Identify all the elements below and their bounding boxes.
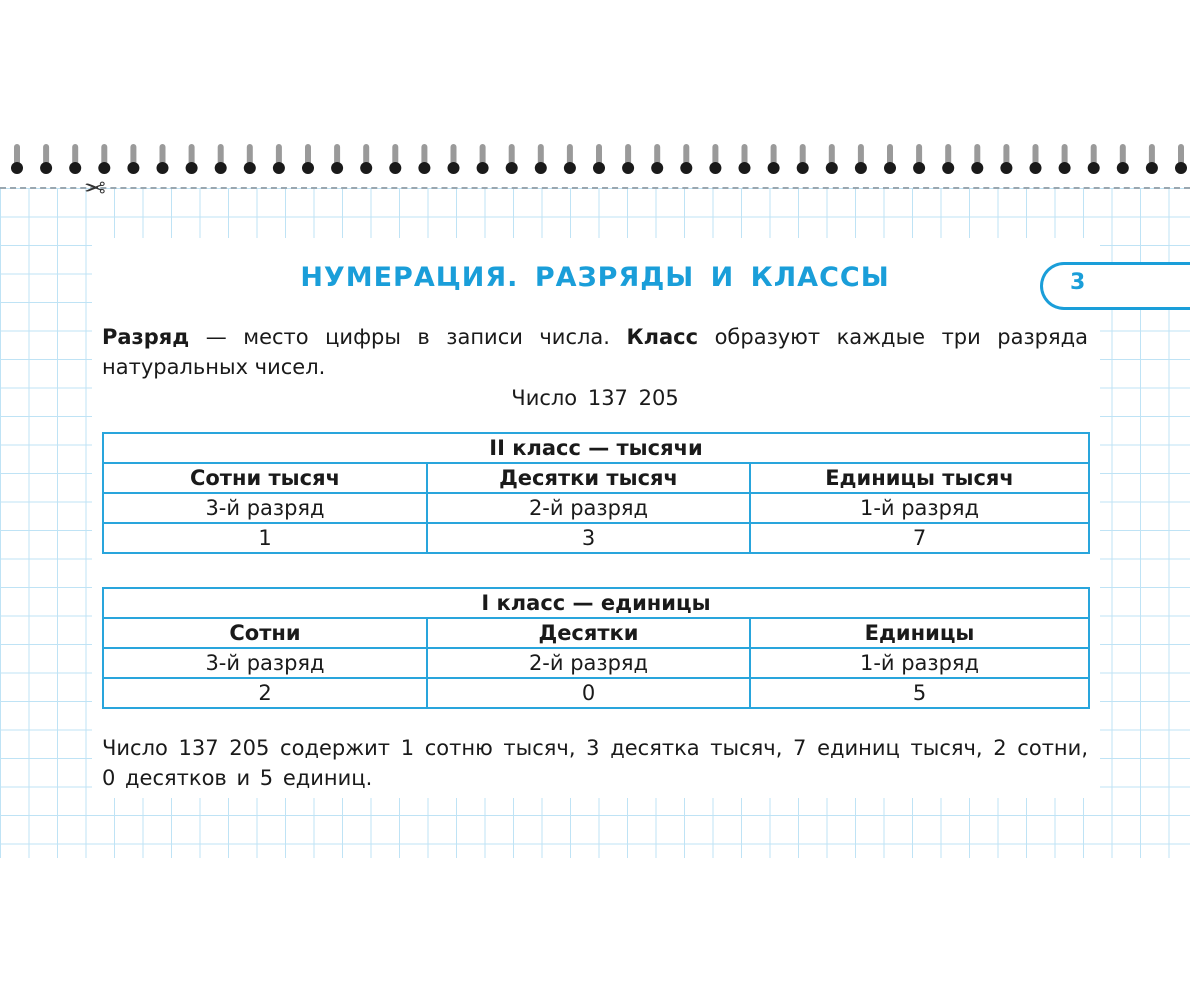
spiral-hole — [1000, 162, 1012, 174]
spiral-hole — [942, 162, 954, 174]
term-klass: Класс — [626, 325, 699, 349]
spiral-hole — [709, 162, 721, 174]
spiral-hole — [913, 162, 925, 174]
spiral-hole — [186, 162, 198, 174]
number-caption: Число 137 205 — [511, 386, 679, 410]
spiral-hole — [127, 162, 139, 174]
page-number-tab — [1040, 258, 1190, 314]
table-row — [103, 588, 1089, 618]
spiral-hole — [535, 162, 547, 174]
spiral-hole — [1059, 162, 1071, 174]
spiral-hole — [273, 162, 285, 174]
rank-cell: 2-й разряд — [427, 493, 750, 523]
term-razryad: Разряд — [102, 325, 190, 349]
class-title: II класс — тысячи — [103, 433, 1089, 463]
spiral-hole — [69, 162, 81, 174]
column-header: Единицы — [750, 618, 1089, 648]
spiral-hole — [157, 162, 169, 174]
column-header: Сотни тысяч — [103, 463, 427, 493]
spiral-hole — [593, 162, 605, 174]
table-row — [103, 678, 1089, 708]
spiral-binding-icon — [0, 140, 1190, 180]
digit-cell: 2 — [103, 678, 427, 708]
spiral-hole — [389, 162, 401, 174]
spiral-hole — [244, 162, 256, 174]
digit-cell: 7 — [750, 523, 1089, 553]
thousands-class-table — [102, 432, 1090, 554]
column-header: Десятки — [427, 618, 750, 648]
spiral-hole — [215, 162, 227, 174]
rank-cell: 1-й разряд — [750, 493, 1089, 523]
intro-text-2: образуют каждые три разряда натуральных чисел. — [102, 325, 1088, 379]
spiral-hole — [40, 162, 52, 174]
spiral-hole — [1117, 162, 1129, 174]
spiral-hole — [739, 162, 751, 174]
table-row — [103, 523, 1089, 553]
table-row — [103, 463, 1089, 493]
scissors-icon: ✂ — [84, 174, 106, 204]
rank-cell: 1-й разряд — [750, 648, 1089, 678]
units-class-table — [102, 587, 1090, 709]
spiral-hole — [680, 162, 692, 174]
spiral-hole — [302, 162, 314, 174]
page-number: 3 — [1070, 270, 1086, 295]
spiral-hole — [1175, 162, 1187, 174]
spiral-hole — [418, 162, 430, 174]
spiral-hole — [11, 162, 23, 174]
page-number-pill — [1040, 262, 1190, 310]
digit-cell: 5 — [750, 678, 1089, 708]
page-title: НУМЕРАЦИЯ. РАЗРЯДЫ И КЛАССЫ — [300, 262, 890, 293]
spiral-hole — [564, 162, 576, 174]
spiral-hole — [1088, 162, 1100, 174]
table-row — [103, 433, 1089, 463]
spiral-hole — [855, 162, 867, 174]
spiral-hole — [331, 162, 343, 174]
spiral-hole — [826, 162, 838, 174]
table-row — [103, 618, 1089, 648]
spiral-hole — [1146, 162, 1158, 174]
digit-cell: 3 — [427, 523, 750, 553]
intro-text-1: — место цифры в записи числа. — [189, 325, 627, 349]
spiral-hole — [622, 162, 634, 174]
column-header: Единицы тысяч — [750, 463, 1089, 493]
spiral-hole — [448, 162, 460, 174]
rank-cell: 3-й разряд — [103, 493, 427, 523]
spiral-hole — [768, 162, 780, 174]
column-header: Десятки тысяч — [427, 463, 750, 493]
spiral-hole — [506, 162, 518, 174]
spiral-hole — [98, 162, 110, 174]
spiral-hole — [1030, 162, 1042, 174]
spiral-hole — [884, 162, 896, 174]
digit-cell: 1 — [103, 523, 427, 553]
column-header: Сотни — [103, 618, 427, 648]
spiral-hole — [360, 162, 372, 174]
class-title: I класс — единицы — [103, 588, 1089, 618]
table-row — [103, 493, 1089, 523]
rank-cell: 3-й разряд — [103, 648, 427, 678]
spiral-hole — [797, 162, 809, 174]
rank-cell: 2-й разряд — [427, 648, 750, 678]
summary-paragraph: Число 137 205 содержит 1 сотню тысяч, 3 десятка тысяч, 7 единиц тысяч, 2 сотни, 0 десятков и 5 единиц. — [102, 736, 1088, 790]
digit-cell: 0 — [427, 678, 750, 708]
spiral-hole — [651, 162, 663, 174]
spiral-hole — [971, 162, 983, 174]
intro-paragraph — [102, 322, 1088, 382]
cut-line — [0, 187, 1190, 189]
table-row — [103, 648, 1089, 678]
spiral-hole — [477, 162, 489, 174]
